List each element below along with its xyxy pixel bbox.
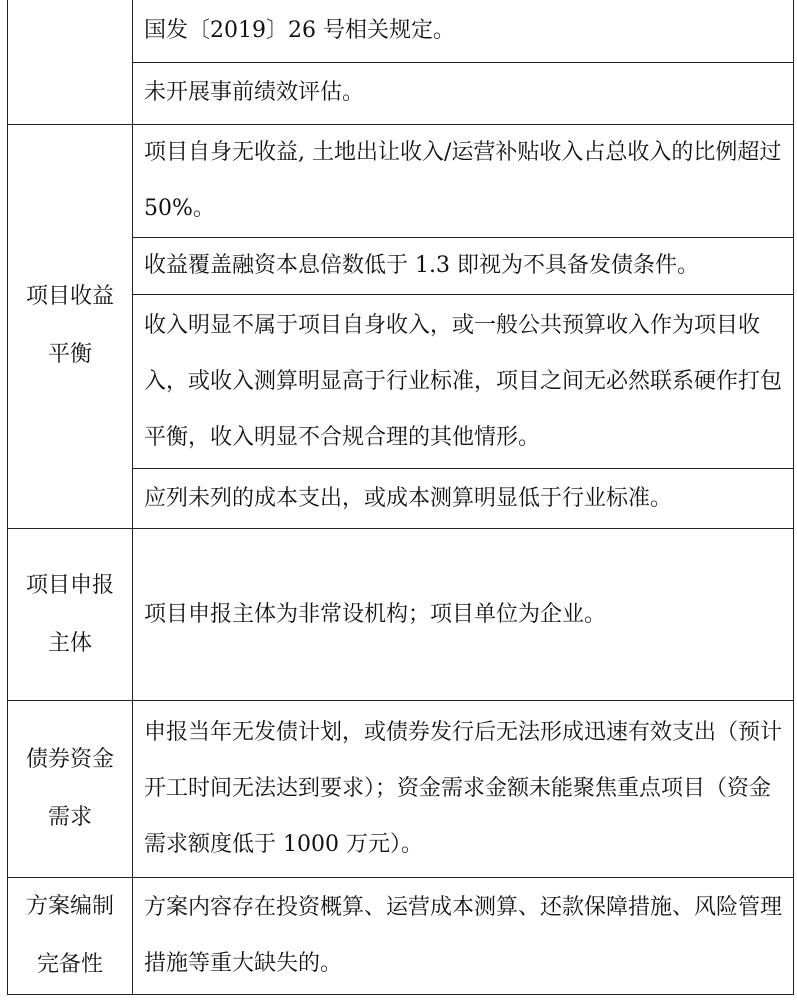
row-label: 项目申报 主体 — [25, 572, 114, 656]
criterion-cell — [133, 62, 794, 124]
row-label-cell — [8, 0, 133, 124]
criterion-cell — [133, 294, 794, 468]
criterion-text: 应列未列的成本支出，或成本测算明显低于行业标准。 — [144, 485, 673, 511]
criterion-cell — [133, 124, 794, 237]
criterion-text: 方案内容存在投资概算、运营成本测算、还款保障措施、风险管理措施等重大缺失的。 — [144, 894, 783, 976]
row-label-cell — [8, 701, 133, 877]
table-row — [8, 124, 794, 237]
row-label: 方案编制 完备性 — [25, 893, 114, 977]
criterion-cell — [133, 701, 794, 877]
criterion-cell — [133, 0, 794, 62]
table-row — [8, 701, 794, 877]
criterion-text: 项目自身无收益, 土地出让收入/运营补贴收入占总收入的比例超过 50%。 — [144, 139, 782, 221]
table-row — [8, 529, 794, 701]
table-row — [8, 0, 794, 62]
criterion-text: 项目申报主体为非常设机构；项目单位为企业。 — [144, 601, 607, 627]
row-label-cell — [8, 877, 133, 994]
row-label-cell — [8, 529, 133, 701]
criterion-cell — [133, 877, 794, 994]
row-label-cell — [8, 124, 133, 529]
criterion-text: 收益覆盖融资本息倍数低于 1.3 即视为不具备发债条件。 — [144, 252, 699, 278]
table-row — [8, 877, 794, 994]
criterion-text: 收入明显不属于项目自身收入，或一般公共预算收入作为项目收入，或收入测算明显高于行业标准，项目之间无必然联系硬作打包平衡，收入明显不合规合理的其他情形。 — [144, 312, 783, 450]
criterion-text: 申报当年无发债计划，或债券发行后无法形成迅速有效支出（预计开工时间无法达到要求）；资金需求金额未能聚焦重点项目（资金需求额度低于 1000 万元）。 — [144, 720, 783, 858]
criterion-cell — [133, 237, 794, 294]
criterion-text: 未开展事前绩效评估。 — [144, 80, 365, 106]
row-label: 项目收益 平衡 — [25, 284, 114, 368]
criterion-text: 国发〔2019〕26 号相关规定。 — [144, 17, 455, 43]
criterion-cell — [133, 529, 794, 701]
criterion-cell — [133, 469, 794, 529]
criteria-table — [7, 0, 794, 995]
row-label: 债券资金 需求 — [25, 747, 114, 831]
